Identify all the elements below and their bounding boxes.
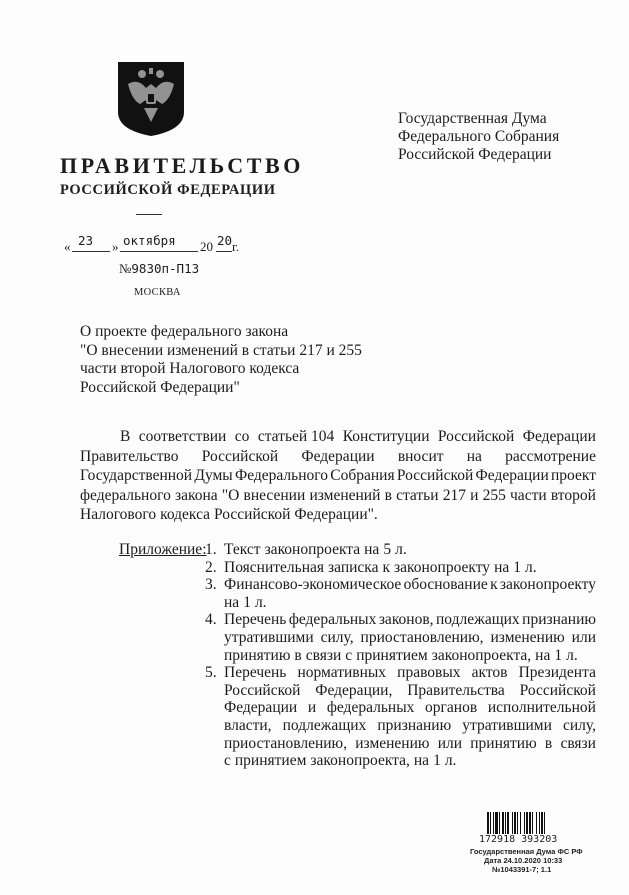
attachment-number: 5. — [205, 664, 217, 682]
addressee-line: Федерального Собрания — [398, 128, 560, 145]
body-word: статьей 104 — [257, 428, 335, 445]
attachment-word: законопроекту — [394, 558, 491, 576]
attachment-item — [205, 576, 596, 611]
date-year-underline — [216, 251, 232, 252]
body-word: вносит — [397, 447, 444, 465]
attachment-word: власти, — [224, 716, 272, 734]
attachment-word: изменению — [490, 628, 565, 646]
date-day: 23 — [78, 233, 94, 248]
attachment-item — [205, 664, 596, 770]
body-line — [80, 486, 596, 506]
attachment-word: актов — [471, 664, 508, 682]
body-word: "О — [221, 486, 240, 504]
body-line — [80, 447, 596, 467]
attachment-word: л. — [566, 646, 578, 664]
attachment-word: Федерации — [224, 699, 298, 717]
attachment-word: законов, — [378, 611, 434, 629]
government-title: ПРАВИТЕЛЬСТВО — [60, 153, 305, 178]
body-word: Федерации — [522, 428, 596, 445]
attachment-word: Российской — [519, 681, 596, 699]
attachment-line — [224, 594, 596, 612]
attachment-line — [224, 576, 596, 594]
attachment-word: л. — [444, 752, 457, 770]
attachment-word: 1 — [243, 593, 251, 611]
attachment-word: или — [437, 734, 463, 752]
body-word: Собрания — [330, 467, 395, 484]
attachment-line — [224, 647, 596, 665]
attachment-word: с — [224, 752, 231, 770]
attachment-word: в — [544, 734, 553, 752]
attachment-word: Перечень — [224, 611, 287, 629]
body-word: Российской — [214, 506, 291, 523]
attachment-word: изменению — [355, 734, 430, 752]
attachment-word: признанию — [522, 611, 596, 629]
attachment-word: л. — [395, 541, 407, 558]
attachment-word: с — [345, 646, 353, 664]
attachment-word: Федерации, — [315, 681, 393, 699]
body-word: части — [510, 486, 547, 504]
attachment-line — [224, 611, 596, 629]
body-word: В — [120, 428, 131, 445]
date-day-underline — [72, 251, 110, 252]
body-word: внесении — [243, 486, 306, 504]
body-word: 255 — [482, 486, 506, 504]
attachment-word: силу, — [562, 716, 596, 734]
stamp-line: Государственная Дума ФС РФ — [470, 847, 583, 856]
registration-number — [119, 261, 199, 277]
attachment-word: на — [413, 752, 430, 770]
attachment-number: 3. — [205, 576, 217, 594]
body-paragraph — [80, 427, 596, 525]
attachment-line — [224, 735, 596, 753]
attachment-word: приостановлению, — [224, 734, 348, 752]
body-word: Федерального — [234, 467, 329, 484]
attachment-word: приостановлению, — [360, 628, 484, 646]
attachment-line — [224, 629, 596, 647]
attachments-label: Приложение: — [119, 541, 207, 558]
date-year-mark: г. — [232, 239, 240, 254]
attachment-line — [224, 664, 596, 682]
city-label: МОСКВА — [134, 287, 181, 298]
body-line — [80, 466, 596, 486]
body-word: закона — [175, 486, 218, 504]
attachment-word: в — [294, 646, 302, 664]
attachment-word: обоснование — [403, 576, 488, 594]
attachment-word: связи — [560, 734, 596, 752]
attachment-word: л. — [525, 558, 537, 576]
subject-line: О проекте федерального закона — [80, 323, 289, 340]
body-word: Думы — [194, 467, 233, 484]
body-word: Государственной — [80, 467, 193, 484]
attachment-word: утратившими — [462, 716, 552, 734]
attachment-line — [224, 541, 596, 559]
attachment-word: Российской — [224, 681, 301, 699]
attachment-word: законопроекта, — [310, 752, 410, 770]
attachment-word: федеральных — [326, 699, 415, 717]
date-open-quote: « — [64, 239, 71, 254]
subject-line: "О внесении изменений в статьи 217 и 255 — [80, 341, 362, 359]
stamp-date: Дата 24.10.2020 10:33 — [484, 856, 563, 865]
body-word: Российской — [437, 428, 515, 445]
body-word: рассмотрение — [505, 447, 596, 465]
body-word: Федерации — [301, 447, 375, 465]
body-word: и — [470, 486, 479, 504]
body-word: федерального — [80, 486, 171, 504]
government-subtitle: РОССИЙСКОЙ ФЕДЕРАЦИИ — [60, 182, 276, 198]
body-line — [80, 427, 596, 447]
subject-line: части второй Налогового кодекса — [80, 360, 300, 377]
date-month-underline — [120, 251, 198, 252]
attachment-word: утратившими — [224, 628, 314, 646]
attachment-line — [224, 699, 596, 717]
attachment-number: 1. — [205, 541, 217, 558]
attachment-word: силу, — [320, 628, 354, 646]
attachment-word: нормативных — [297, 664, 387, 682]
attachment-word: Президента — [518, 664, 596, 682]
body-word: 217 — [442, 486, 466, 504]
body-word: в — [384, 486, 392, 504]
registration-number-value: 9830п-П13 — [131, 261, 200, 276]
attachment-word: органов — [425, 699, 478, 717]
body-line — [80, 505, 596, 525]
attachment-word: Финансово-экономическое — [224, 576, 402, 594]
attachment-word: Перечень — [224, 664, 287, 682]
body-word: Конституции — [342, 428, 430, 445]
attachment-word: 1 — [513, 558, 521, 576]
body-word: Российской — [396, 467, 474, 484]
body-word: проект — [551, 467, 596, 484]
body-word: Федерации — [475, 467, 549, 484]
attachment-word: 1 — [554, 646, 563, 664]
body-word: соответствии — [138, 428, 227, 445]
body-word: изменений — [309, 486, 381, 504]
attachment-word: на — [224, 593, 240, 611]
attachment-word: на — [494, 558, 510, 576]
stamp-number: №1043391-7; 1.1 — [492, 865, 552, 874]
attachment-word: принятию — [470, 734, 537, 752]
number-sign: № — [119, 261, 132, 276]
attachment-word: принятию — [224, 646, 291, 664]
attachment-word: 5 — [383, 541, 392, 558]
attachment-word: правовых — [397, 664, 461, 682]
attachment-word: подлежащих — [436, 611, 520, 629]
attachment-item — [205, 559, 596, 577]
addressee-line: Государственная Дума — [398, 110, 547, 127]
attachment-word: признанию — [377, 716, 452, 734]
attachment-word: на — [535, 646, 551, 664]
attachment-word: л. — [254, 593, 267, 611]
attachment-line — [224, 717, 596, 735]
date-year-prefix: 20 — [200, 239, 213, 254]
attachment-line — [224, 559, 596, 577]
body-word: со — [234, 428, 250, 445]
attachment-word: связи — [305, 646, 342, 664]
attachment-line — [224, 752, 596, 770]
attachment-word: принятием — [356, 646, 428, 664]
attachment-word: подлежащих — [282, 716, 367, 734]
attachment-word: 1 — [433, 752, 441, 770]
body-word: второй — [550, 486, 596, 504]
header-divider — [136, 214, 162, 215]
attachment-word: Правительства — [407, 681, 505, 699]
subject-line: Российской Федерации" — [80, 378, 240, 396]
attachment-word: законопроекта — [264, 541, 361, 558]
attachment-item — [205, 541, 596, 559]
addressee-block — [398, 110, 559, 164]
date-close-quote: » — [112, 239, 119, 254]
registry-stamp — [470, 847, 583, 874]
body-word: статьи — [396, 486, 439, 504]
attachment-word: законопроекта, — [431, 646, 532, 664]
attachment-item — [205, 611, 596, 664]
date-month: октября — [123, 233, 176, 248]
attachment-word: или — [571, 628, 596, 646]
body-word: кодекса — [160, 506, 211, 523]
letter-subject — [80, 323, 362, 397]
attachment-word: федеральных — [288, 611, 377, 629]
attachment-word: к — [490, 576, 498, 594]
date-year-suffix: 20 — [217, 233, 233, 248]
barcode-number: 172918 393203 — [479, 834, 558, 845]
body-word: Федерации". — [294, 506, 378, 523]
attachment-word: принятием — [234, 752, 307, 770]
attachments-list — [205, 541, 596, 770]
body-word: на — [466, 447, 482, 465]
attachment-number: 4. — [205, 611, 217, 629]
date-line — [64, 233, 244, 255]
attachment-word: на — [364, 541, 380, 558]
state-emblem-icon — [116, 60, 186, 138]
attachment-word: Пояснительная — [224, 558, 325, 576]
body-word: Российской — [201, 447, 279, 465]
attachment-word: к — [382, 558, 390, 576]
attachment-word: и — [307, 699, 317, 717]
body-word: Налогового — [80, 506, 157, 523]
addressee-line: Российской Федерации — [398, 146, 552, 163]
attachment-word: Текст — [224, 541, 261, 558]
attachment-word: исполнительной — [487, 699, 596, 717]
attachment-word: записка — [328, 558, 379, 576]
attachment-line — [224, 682, 596, 700]
attachment-word: законопроекту — [499, 576, 596, 594]
body-word: Правительство — [80, 447, 179, 465]
attachment-number: 2. — [205, 558, 217, 576]
